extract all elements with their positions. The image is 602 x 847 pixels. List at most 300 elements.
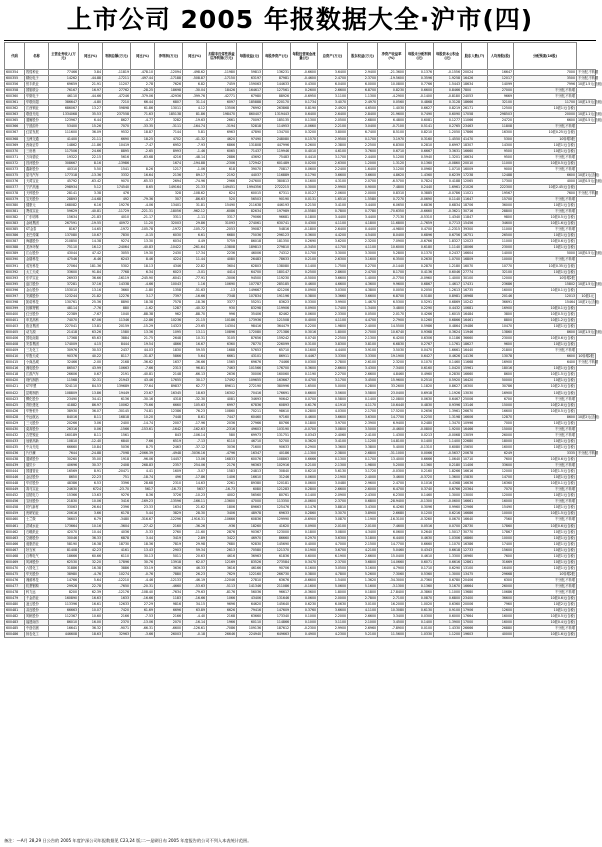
company-name-cell: 西南证券 <box>25 142 49 148</box>
table-cell: 16660 <box>462 372 488 378</box>
table-cell: 160060 <box>263 372 291 378</box>
dividend-plan-cell: 10派1元(含税) <box>514 535 577 541</box>
table-cell: 32466 <box>49 360 79 366</box>
table-cell: 46166 <box>237 565 263 571</box>
table-cell: 12500 <box>488 106 514 112</box>
table-cell: 64700 <box>237 269 263 275</box>
table-cell: 0.2800 <box>291 408 318 414</box>
table-cell: 18634 <box>462 82 488 88</box>
table-cell: 69973 <box>237 432 263 438</box>
table-cell: -4.46 <box>131 577 155 583</box>
table-cell: 0.6918 <box>406 390 434 396</box>
table-cell: 0.1700 <box>291 251 318 257</box>
table-cell: 4.4400 <box>318 348 348 354</box>
table-cell: 32.31 <box>79 378 103 384</box>
dividend-plan-cell: 10派0.6元(含税) <box>514 523 577 529</box>
dividend-plan-cell: 10派2.45元(含税) <box>514 184 577 190</box>
table-cell: -20.31 <box>131 583 155 589</box>
table-cell: 47.42 <box>79 251 103 257</box>
table-cell: 12966 <box>462 505 488 511</box>
table-cell: 8.0400 <box>378 233 406 239</box>
table-cell: 36603 <box>49 517 79 523</box>
table-cell: 2.3700 <box>318 499 348 505</box>
table-cell: -6086 <box>207 209 237 215</box>
table-cell: 227041 <box>49 323 79 329</box>
table-cell: -23.70 <box>103 487 131 493</box>
table-cell: 0.4188 <box>434 178 462 184</box>
table-cell: 3.3000 <box>318 251 348 257</box>
table-cell: 15490 <box>207 203 237 209</box>
table-cell: 7348 <box>207 293 237 299</box>
table-cell: 6178 <box>103 511 131 517</box>
table-cell: 36660 <box>462 336 488 342</box>
table-cell: 649663 <box>263 632 291 638</box>
table-cell: 16400 <box>488 565 514 571</box>
table-cell: 14.7700 <box>378 541 406 547</box>
table-cell: 149667 <box>237 287 263 293</box>
table-cell: 159242 <box>263 336 291 342</box>
table-cell: 3036 <box>207 444 237 450</box>
table-cell: 47890 <box>237 130 263 136</box>
table-cell: 0.0213 <box>406 432 434 438</box>
table-cell: 12.0800 <box>378 396 406 402</box>
company-name-cell: 国电南瑞 <box>25 336 49 342</box>
table-cell: 61.69 <box>131 608 155 614</box>
table-cell: 3.4400 <box>318 215 348 221</box>
table-cell: 0.3000 <box>291 184 318 190</box>
table-cell: 2.6680 <box>378 511 406 517</box>
stock-code-cell: 600377 <box>5 184 25 190</box>
table-cell: 10419 <box>103 142 131 148</box>
table-cell: 0.0870 <box>406 596 434 602</box>
table-cell: 3.1200 <box>378 166 406 172</box>
dividend-plan-cell: 10派0.6元(含税) <box>514 457 577 463</box>
table-cell: -17.8400 <box>378 590 406 596</box>
table-cell: 107834 <box>237 293 263 299</box>
table-cell: -164.74 <box>183 124 207 130</box>
table-cell: 3.4100 <box>318 203 348 209</box>
table-cell: -4.66 <box>131 281 155 287</box>
table-cell: 13860 <box>488 330 514 336</box>
table-cell: 78770 <box>237 342 263 348</box>
table-cell: -10422 <box>155 245 183 251</box>
table-cell: 2.3900 <box>348 420 378 426</box>
company-name-cell: 贤成实业 <box>25 209 49 215</box>
table-cell: 1.9800 <box>318 323 348 329</box>
stock-code-cell: 600482 <box>5 614 25 620</box>
company-name-cell: 金山股份 <box>25 287 49 293</box>
table-cell: -0.3860 <box>406 590 434 596</box>
table-cell: 17368 <box>49 336 79 342</box>
table-cell: 0.2290 <box>406 305 434 311</box>
table-cell: 173936 <box>237 317 263 323</box>
table-cell: 2.6600 <box>318 366 348 372</box>
table-cell: 0.5986 <box>406 323 434 329</box>
table-cell: 8800 <box>488 317 514 323</box>
dividend-plan-cell: 10派1元(含税) <box>514 438 577 444</box>
table-cell: 1.4340 <box>434 215 462 221</box>
table-cell: 996 <box>207 311 237 317</box>
table-cell: 226099 <box>263 342 291 348</box>
table-cell: 0.1140 <box>434 196 462 202</box>
table-cell: 6023 <box>155 269 183 275</box>
table-cell: 46110 <box>49 94 79 100</box>
table-cell: 11.20 <box>131 221 155 227</box>
table-cell: 10.44 <box>79 529 103 535</box>
table-cell: 16900 <box>488 305 514 311</box>
table-cell: -0.0690 <box>406 196 434 202</box>
table-cell: 0.0670 <box>434 517 462 523</box>
table-cell: -194.88 <box>183 160 207 166</box>
table-cell: 3.0480 <box>318 481 348 487</box>
table-cell: 2.3800 <box>318 142 348 148</box>
table-cell: 1.7400 <box>318 305 348 311</box>
dividend-plan-cell: 10派1元(含税) <box>514 342 577 348</box>
table-cell: 6997 <box>207 402 237 408</box>
dividend-plan-cell: 10派1元(含税) <box>514 233 577 239</box>
table-cell: 3.6600 <box>318 414 348 420</box>
table-cell: 43692 <box>237 154 263 160</box>
table-cell: 5.2600 <box>348 571 378 577</box>
table-cell: 496 <box>155 475 183 481</box>
table-cell: 3.9100 <box>348 348 378 354</box>
dividend-plan-cell: 不分配,不转增 <box>514 590 577 596</box>
table-cell: 7144 <box>155 130 183 136</box>
stock-code-cell: 600444 <box>5 469 25 475</box>
table-cell: 86.97 <box>79 402 103 408</box>
table-cell: -46.19 <box>183 577 207 583</box>
table-cell: -0.4600 <box>291 76 318 82</box>
table-cell: 6.34 <box>131 269 155 275</box>
table-cell: 1.2613 <box>434 287 462 293</box>
table-cell: 1583 <box>207 469 237 475</box>
table-cell: 113350 <box>263 499 291 505</box>
dividend-plan-cell: 10派1元(含税) <box>514 323 577 329</box>
table-cell: 6.8700 <box>378 293 406 299</box>
table-cell: 2192 <box>207 172 237 178</box>
table-cell: 119906 <box>263 305 291 311</box>
table-cell: 0.1800 <box>291 215 318 221</box>
table-cell: 86018 <box>237 239 263 245</box>
stock-code-cell: 600479 <box>5 596 25 602</box>
stock-code-cell: 600373 <box>5 166 25 172</box>
table-cell: 6600 <box>514 172 577 178</box>
table-cell: -23.65 <box>183 323 207 329</box>
table-cell: 2036 <box>207 420 237 426</box>
table-cell: 16.64 <box>131 172 155 178</box>
dividend-plan-cell: 10派1.1元(含税) <box>578 112 602 117</box>
company-name-cell: 广东明珠 <box>25 215 49 221</box>
table-cell: -0.5000 <box>291 275 318 281</box>
table-cell: 22.82 <box>183 263 207 269</box>
table-cell: 2636 <box>207 372 237 378</box>
dividend-plan-cell: 10派1.5元(含税) <box>514 511 577 517</box>
table-cell: 10663 <box>103 366 131 372</box>
table-cell: 0.4266 <box>406 311 434 317</box>
table-cell: 4036 <box>103 529 131 535</box>
table-cell: 26.64 <box>79 505 103 511</box>
table-cell: 0.4300 <box>291 221 318 227</box>
table-cell: 0.6710 <box>378 148 406 154</box>
table-cell: 3.5600 <box>318 390 348 396</box>
table-cell: 6.3500 <box>378 257 406 263</box>
table-cell: 2310 <box>155 481 183 487</box>
table-cell: 3.4400 <box>348 203 378 209</box>
table-cell: 6.8300 <box>378 142 406 148</box>
table-cell: 4.3400 <box>348 529 378 535</box>
company-name-cell: 江西铜业 <box>25 106 49 112</box>
table-cell: 1.0640 <box>434 457 462 463</box>
table-cell: 6.61 <box>183 233 207 239</box>
table-cell: -40.32 <box>183 305 207 311</box>
table-cell: 0.4000 <box>291 317 318 323</box>
table-cell: 6110 <box>207 438 237 444</box>
table-cell: 1.1820 <box>406 384 434 390</box>
table-cell: 180147 <box>263 269 291 275</box>
table-cell: 13.16 <box>79 287 103 293</box>
table-cell: 2.2500 <box>318 336 348 342</box>
dividend-plan-cell: 不分配,不转增 <box>578 450 599 455</box>
table-cell: 86507 <box>49 366 79 372</box>
table-cell: -17211 <box>103 76 131 82</box>
table-cell: 60110 <box>237 620 263 626</box>
table-cell: 0.9368 <box>406 330 434 336</box>
table-cell: 2.2400 <box>318 166 348 172</box>
table-cell: 13.11 <box>183 330 207 336</box>
table-cell: 23463 <box>462 124 488 130</box>
stock-code-cell: 600380 <box>5 203 25 209</box>
table-cell: 13401 <box>155 203 183 209</box>
table-cell: 17664 <box>462 614 488 620</box>
table-cell: 8.26 <box>131 166 155 172</box>
table-cell: 10.60 <box>79 614 103 620</box>
table-cell: 0.2600 <box>291 88 318 94</box>
table-cell: 13.06 <box>183 457 207 463</box>
table-cell: 14457 <box>155 457 183 463</box>
table-cell: 2007 <box>155 420 183 426</box>
table-cell: -12133 <box>155 577 183 583</box>
table-cell: 23.0400 <box>378 390 406 396</box>
dividend-plan-cell: 不分配,不转增 <box>514 94 577 100</box>
dividend-plan-cell: 10派1元(含税) <box>514 366 577 372</box>
table-cell: 27762 <box>103 88 131 94</box>
table-cell: 860407 <box>237 112 263 118</box>
table-cell: 16.2000 <box>378 602 406 608</box>
table-cell: 32003 <box>155 221 183 227</box>
table-cell: 2.1300 <box>348 336 378 342</box>
dividend-plan-cell: 10派1元(含税) <box>514 378 577 384</box>
table-cell: 14338 <box>103 281 131 287</box>
company-name-cell: 昆明制药 <box>25 390 49 396</box>
table-cell: -11.60 <box>183 529 207 535</box>
table-cell: 0.1600 <box>291 348 318 354</box>
company-name-cell: 吉恩镍业 <box>25 432 49 438</box>
table-cell: 176691 <box>263 390 291 396</box>
table-cell: 0.2440 <box>406 184 434 190</box>
table-cell: 11346 <box>103 317 131 323</box>
table-cell: 20000 <box>514 112 577 118</box>
stock-code-cell: 600449 <box>5 487 25 493</box>
table-cell: 15634 <box>49 215 79 221</box>
dividend-plan-cell: 10派0.5元(含税) <box>578 178 602 183</box>
table-cell: 1.1000 <box>434 590 462 596</box>
table-cell: 78633 <box>263 257 291 263</box>
table-cell: 7600 <box>488 553 514 559</box>
table-cell: 296123 <box>263 233 291 239</box>
table-cell: 30.13 <box>131 553 155 559</box>
table-cell: -17.86 <box>183 475 207 481</box>
table-cell: 0.1476 <box>291 505 318 511</box>
table-cell: 10186 <box>207 317 237 323</box>
table-cell: 81.86 <box>183 112 207 118</box>
table-cell: 8167 <box>49 227 79 233</box>
table-cell: 18666 <box>462 100 488 106</box>
table-cell: 3.3000 <box>348 251 378 257</box>
table-cell: 21830 <box>49 499 79 505</box>
table-cell: -7086 <box>207 626 237 632</box>
table-cell: 17058 <box>462 112 488 118</box>
dividend-plan-cell: 不分配,不转增 <box>514 154 577 160</box>
stock-code-cell: 600358 <box>5 88 25 94</box>
table-cell: 105.63 <box>183 402 207 408</box>
table-cell: 222300 <box>488 184 514 190</box>
table-cell: 0.6866 <box>434 317 462 323</box>
table-cell: 10043 <box>155 281 183 287</box>
table-cell: 16345 <box>155 390 183 396</box>
stock-code-cell: 600420 <box>5 378 25 384</box>
table-cell: 12488 <box>488 172 514 178</box>
table-cell: -221.31 <box>131 209 155 215</box>
table-cell: 89611 <box>207 384 237 390</box>
table-cell: -17150 <box>207 76 237 82</box>
table-cell: 237558 <box>103 112 131 118</box>
table-cell: 0.8981 <box>434 293 462 299</box>
column-header: 股东人数(户) <box>462 43 488 70</box>
table-cell: 18.36 <box>131 541 155 547</box>
table-cell: 13680 <box>462 590 488 596</box>
table-cell: 1634 <box>155 505 183 511</box>
table-cell: 4.4200 <box>318 233 348 239</box>
company-name-cell: 瑞贝卡 <box>25 463 49 469</box>
table-cell: -0.0300 <box>378 469 406 475</box>
table-cell: 7070 <box>488 487 514 493</box>
table-cell: 27810 <box>237 577 263 583</box>
table-cell: 2.3700 <box>318 559 348 565</box>
company-name-cell: 金瑞科技 <box>25 257 49 263</box>
table-cell: 8.16 <box>79 160 103 166</box>
table-cell: -1.80 <box>131 287 155 293</box>
table-cell: -162.63 <box>183 426 207 432</box>
column-header: 主营业务收入(万元) <box>49 43 79 70</box>
table-cell: 1334068 <box>49 112 79 118</box>
table-cell: -316.67 <box>131 517 155 523</box>
table-cell: 20146 <box>488 293 514 299</box>
table-cell: 0.0300 <box>406 614 434 620</box>
table-cell: 1.9200 <box>434 426 462 432</box>
table-cell: 5.64 <box>183 354 207 360</box>
stock-code-cell: 600425 <box>5 402 25 408</box>
table-cell: -11729 <box>103 209 131 215</box>
table-cell: -0.1440 <box>378 263 406 269</box>
table-cell: 1.1070 <box>434 541 462 547</box>
table-cell: 40.22 <box>79 354 103 360</box>
table-cell: 0.2830 <box>434 372 462 378</box>
table-cell: -1972 <box>103 227 131 233</box>
table-cell: 2.9900 <box>318 626 348 632</box>
dividend-plan-cell: 不分配,不转增 <box>514 348 577 354</box>
table-cell: -3.1300 <box>378 583 406 589</box>
table-cell: 15.0400 <box>378 553 406 559</box>
table-cell: 62.07 <box>183 559 207 565</box>
table-cell: 0.1016 <box>406 481 434 487</box>
table-cell: 26500 <box>488 233 514 239</box>
table-cell: -33.35 <box>131 124 155 130</box>
table-cell: -0.0660 <box>291 124 318 130</box>
table-cell: 62803 <box>237 263 263 269</box>
table-cell: 4.5400 <box>348 233 378 239</box>
table-cell: 74312 <box>263 251 291 257</box>
table-cell: 3886 <box>103 565 131 571</box>
table-cell: 0.8466 <box>434 88 462 94</box>
table-cell: 63676 <box>263 577 291 583</box>
dividend-plan-cell: 10派0.5元(含税) <box>514 408 577 414</box>
table-cell: 16.61 <box>79 602 103 608</box>
dividend-plan-cell: 不分配,不转增 <box>514 396 577 402</box>
table-cell: 20616 <box>49 511 79 517</box>
table-cell: 2313 <box>155 366 183 372</box>
table-cell: -245.90 <box>131 275 155 281</box>
table-cell: 9600 <box>488 342 514 348</box>
table-cell: 67980 <box>237 94 263 100</box>
table-cell: 0.5940 <box>406 154 434 160</box>
table-cell: 12633 <box>103 602 131 608</box>
table-cell: 7768 <box>103 269 131 275</box>
table-cell: 15650 <box>462 444 488 450</box>
column-header: 每股收益(元) <box>237 43 263 70</box>
dividend-plan-cell: 10派1元(含税) <box>514 475 577 481</box>
table-cell: 7960 <box>488 602 514 608</box>
stock-code-cell: 600410 <box>5 354 25 360</box>
table-cell: -24064 <box>103 245 131 251</box>
table-cell: 6.0600 <box>378 529 406 535</box>
table-cell: 3.6200 <box>318 239 348 245</box>
table-cell: 11568 <box>49 378 79 384</box>
table-cell: 8200 <box>49 590 79 596</box>
stock-code-cell: 600387 <box>5 239 25 245</box>
table-cell: 6.0630 <box>318 602 348 608</box>
table-cell: -36.66 <box>183 360 207 366</box>
table-cell: 8890 <box>103 299 131 305</box>
table-cell: -2066.39 <box>131 450 155 456</box>
table-cell: -18.36 <box>183 299 207 305</box>
table-cell: 114866 <box>263 620 291 626</box>
table-cell: 16000 <box>488 499 514 505</box>
table-cell: 446608 <box>49 632 79 638</box>
table-cell: 6.4200 <box>378 336 406 342</box>
table-cell: 14.63 <box>183 481 207 487</box>
table-cell: 14136 <box>462 354 488 360</box>
table-cell: 4.8620 <box>378 172 406 178</box>
table-cell: 2168 <box>207 614 237 620</box>
table-cell: 16968 <box>462 293 488 299</box>
table-cell: 0.6600 <box>406 88 434 94</box>
table-cell: 63660 <box>237 614 263 620</box>
table-cell: 380813 <box>263 178 291 184</box>
dividend-plan-cell: 10派1.5元(含税) <box>578 281 602 286</box>
table-cell: 131646 <box>263 596 291 602</box>
table-cell: -3.07 <box>183 469 207 475</box>
dividend-plan-cell: 10派1元(含税) <box>514 559 577 565</box>
